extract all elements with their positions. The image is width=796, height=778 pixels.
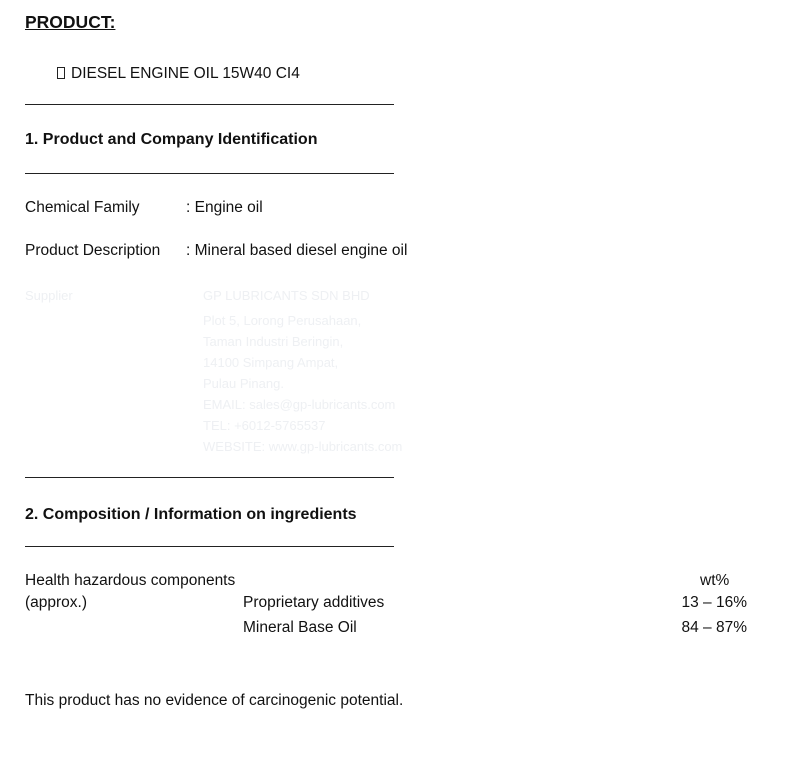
component-range: 13 – 16% — [681, 594, 747, 611]
chemical-family-value: : Engine oil — [186, 199, 263, 216]
hazard-components-label: Health hazardous components — [25, 572, 236, 589]
divider — [25, 104, 394, 105]
product-description-label: Product Description — [25, 242, 161, 259]
component-range: 84 – 87% — [681, 619, 747, 636]
hazard-approx-label: (approx.) — [25, 594, 88, 611]
checkbox-glyph-icon — [57, 67, 65, 79]
section2-title: 2. Composition / Information on ingredients — [25, 506, 357, 523]
divider — [25, 477, 394, 478]
supplier-line: EMAIL: sales@gp-lubricants.com — [203, 397, 396, 412]
supplier-line: Pulau Pinang. — [203, 376, 284, 391]
section1-title: 1. Product and Company Identification — [25, 131, 318, 148]
supplier-label: Supplier — [25, 288, 73, 303]
supplier-line: WEBSITE: www.gp-lubricants.com — [203, 439, 403, 454]
supplier-line: Plot 5, Lorong Perusahaan, — [203, 313, 362, 328]
wt-percent-header: wt% — [700, 572, 730, 589]
product-description-value: : Mineral based diesel engine oil — [186, 242, 408, 259]
supplier-line: TEL: +6012-5765537 — [203, 418, 326, 433]
product-name-line — [57, 65, 300, 83]
component-name: Mineral Base Oil — [243, 619, 357, 636]
supplier-line: Taman Industri Beringin, — [203, 334, 344, 349]
supplier-line: GP LUBRICANTS SDN BHD — [203, 288, 370, 303]
supplier-line: 14100 Simpang Ampat, — [203, 355, 339, 370]
divider — [25, 173, 394, 174]
carcinogenic-note: This product has no evidence of carcinogenic potential. — [25, 692, 404, 709]
product-heading: PRODUCT: — [25, 12, 116, 32]
product-name: DIESEL ENGINE OIL 15W40 CI4 — [71, 65, 300, 82]
component-name: Proprietary additives — [243, 594, 385, 611]
chemical-family-label: Chemical Family — [25, 199, 140, 216]
divider — [25, 546, 394, 547]
